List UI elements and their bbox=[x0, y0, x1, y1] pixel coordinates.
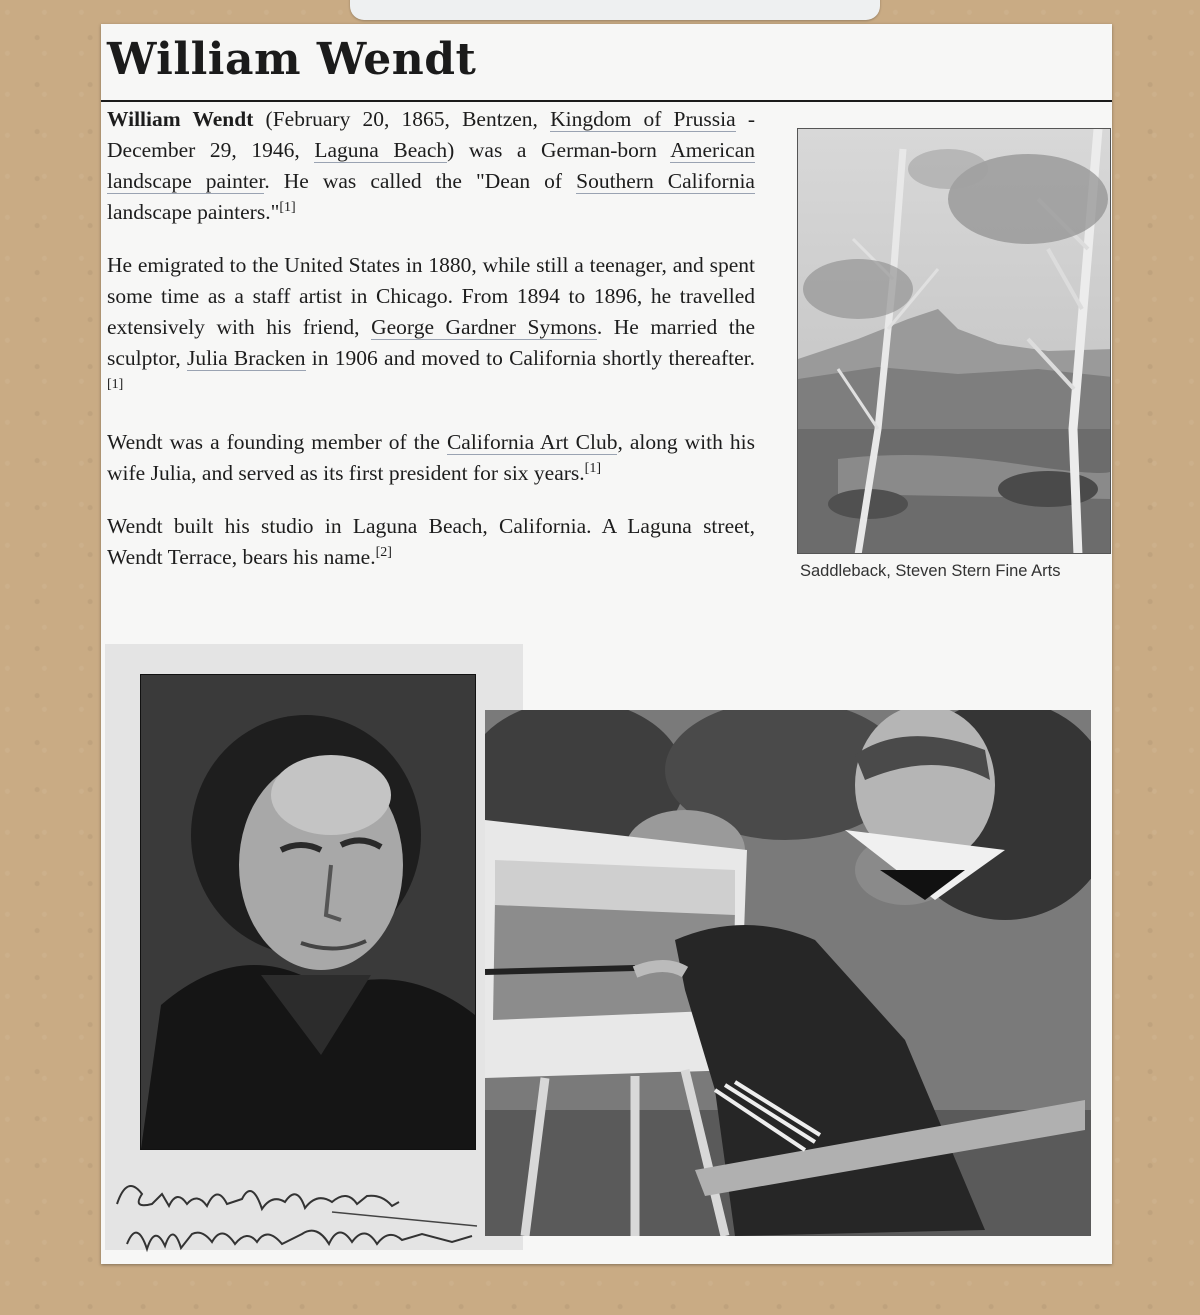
artist-at-easel-image bbox=[485, 710, 1091, 1236]
link-southern-california[interactable]: Southern California bbox=[576, 169, 755, 193]
article-printout bbox=[101, 24, 1112, 1264]
link-california-art-club[interactable]: California Art Club bbox=[446, 430, 618, 454]
reference-1[interactable]: [1] bbox=[279, 199, 296, 215]
link-laguna-beach[interactable]: Laguna Beach bbox=[314, 138, 448, 162]
painting-caption: Saddleback, Steven Stern Fine Arts bbox=[800, 562, 1061, 580]
link-george-gardner-symons[interactable]: George Gardner Symons bbox=[371, 315, 597, 339]
article-body bbox=[107, 104, 755, 595]
reference-1[interactable]: [1] bbox=[584, 460, 601, 476]
landscape-painting bbox=[798, 129, 1111, 554]
subject-name: William Wendt bbox=[107, 107, 254, 131]
link-julia-bracken[interactable]: Julia Bracken bbox=[187, 346, 306, 370]
portrait-photo bbox=[140, 674, 476, 1150]
saddleback-painting-image bbox=[797, 128, 1111, 554]
paragraph-art-club: Wendt was a founding member of the California Art Club, along with his wife Julia, and served as its first president for six years.[1] bbox=[107, 430, 755, 485]
signature-drawing bbox=[107, 1164, 497, 1264]
portrait-image bbox=[141, 675, 475, 1149]
link-american[interactable]: American bbox=[670, 138, 755, 162]
handwritten-signature bbox=[107, 1164, 497, 1264]
article-title: William Wendt bbox=[107, 34, 477, 85]
top-label-tab bbox=[350, 0, 880, 20]
reference-1[interactable]: [1] bbox=[107, 376, 124, 392]
paragraph-biography: He emigrated to the United States in 1880, while still a teenager, and spent some time as a staff artist in Chicago. From 1894 to 1896, he travelled extensively with his friend, George Gardner Symons. He married the sculptor, Julia Bracken in 1906 and moved to California shortly thereafter.[1] bbox=[107, 253, 756, 392]
link-kingdom-of-prussia[interactable]: Kingdom of Prussia bbox=[550, 107, 736, 131]
paragraph-studio: Wendt built his studio in Laguna Beach, California. A Laguna street, Wendt Terrace, bears his name.[2] bbox=[107, 514, 755, 569]
paragraph-intro: William Wendt (February 20, 1865, Bentzen, Kingdom of Prussia - December 29, 1946, Laguna Beach) was a German-born American landscape painter. He was called the "Dean of Southern California landscape painters."[1] bbox=[107, 107, 755, 224]
painting-at-easel-photo bbox=[485, 710, 1091, 1236]
title-rule bbox=[101, 100, 1112, 102]
link-landscape-painter[interactable]: landscape painter bbox=[107, 169, 265, 193]
reference-2[interactable]: [2] bbox=[375, 544, 392, 560]
